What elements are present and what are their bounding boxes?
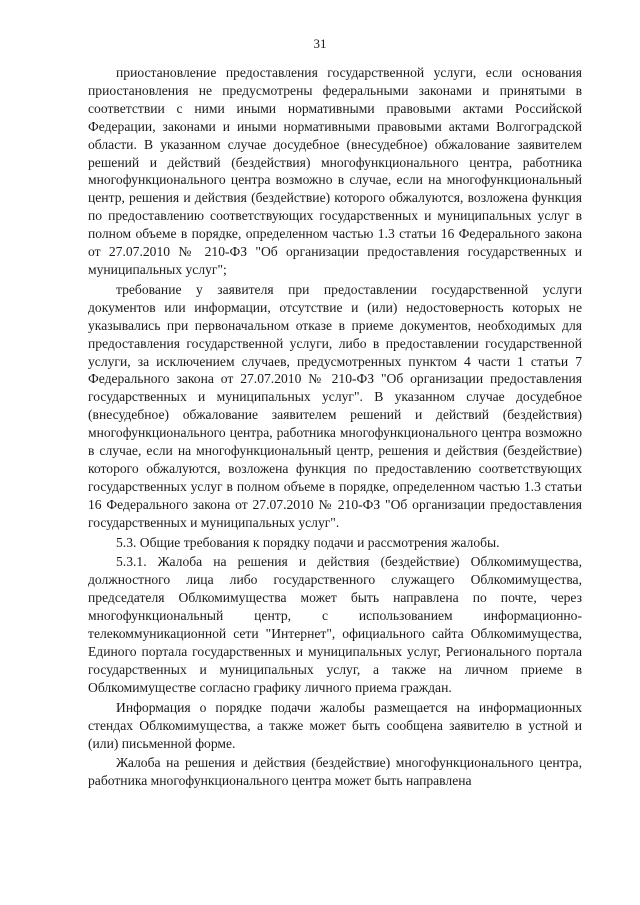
paragraph-suspension-grounds: приостановление предоставления государственной услуги, если основания приостановления не предусмотрены федеральными законами и принятыми в соответствии с ними иными нормативными правовыми актами Российской Федерации, законами и иными нормативными правовыми актами Волгоградской области. В указанном случае досудебное (внесудебное) обжалование заявителем решений и действий (бездействия) многофункционального центра, работника многофункционального центра возможно в случае, если на многофункциональный центр, решения и действия (бездействие) которого обжалуются, возложена функция по предоставлению соответствующих государственных и муниципальных услуг в полном объеме в порядке, определенном частью 1.3 статьи 16 Федерального закона от 27.07.2010 № 210-ФЗ "Об организации предоставления государственных и муниципальных услуг"; — [88, 65, 582, 277]
paragraph-complaint-info: Информация о порядке подачи жалобы размещается на информационных стендах Облкомимущества, а также может быть сообщена заявителю в устной и (или) письменной форме. — [88, 699, 582, 751]
paragraph-mfc-complaint: Жалоба на решения и действия (бездействие) многофункционального центра, работника многофункционального центра может быть направлена — [88, 755, 582, 789]
page-number: 31 — [313, 36, 327, 51]
document-body — [88, 64, 582, 790]
paragraph-5-3-1: 5.3.1. Жалоба на решения и действия (бездействие) Облкомимущества, должностного лица либо государственного служащего Облкомимущества, председателя Облкомимущества может быть направлена по почте, через многофункциональный центр, с использованием информационно-телекоммуникационной сети "Интернет", официального сайта Облкомимущества, Единого портала государственных и муниципальных услуг, Регионального портала государственных и муниципальных услуг, а также на личном приеме в Облкомимуществе согласно графику личного приема граждан. — [88, 554, 582, 695]
paragraph-document-requirement: требование у заявителя при предоставлении государственной услуги документов или информации, отсутствие и (или) недостоверность которых не указывались при первоначальном отказе в приеме документов, необходимых для предоставления государственной услуги, либо в предоставлении государственной услуги, за исключением случаев, предусмотренных пунктом 4 части 1 статьи 7 Федерального закона от 27.07.2010 № 210-ФЗ "Об организации предоставления государственных и муниципальных услуг". В указанном случае досудебное (внесудебное) обжалование заявителем решений и действий (бездействия) многофункционального центра, работника многофункционального центра возможно в случае, если на многофункциональный центр, решения и действия (бездействие) которого обжалуются, возложена функция по предоставлению соответствующих государственных услуг в полном объеме в порядке, определенном частью 1.3 статьи 16 Федерального закона от 27.07.2010 № 210-ФЗ "Об организации предоставления государственных и муниципальных услуг". — [88, 281, 582, 530]
section-heading-5-3: 5.3. Общие требования к порядку подачи и рассмотрения жалобы. — [116, 534, 500, 550]
